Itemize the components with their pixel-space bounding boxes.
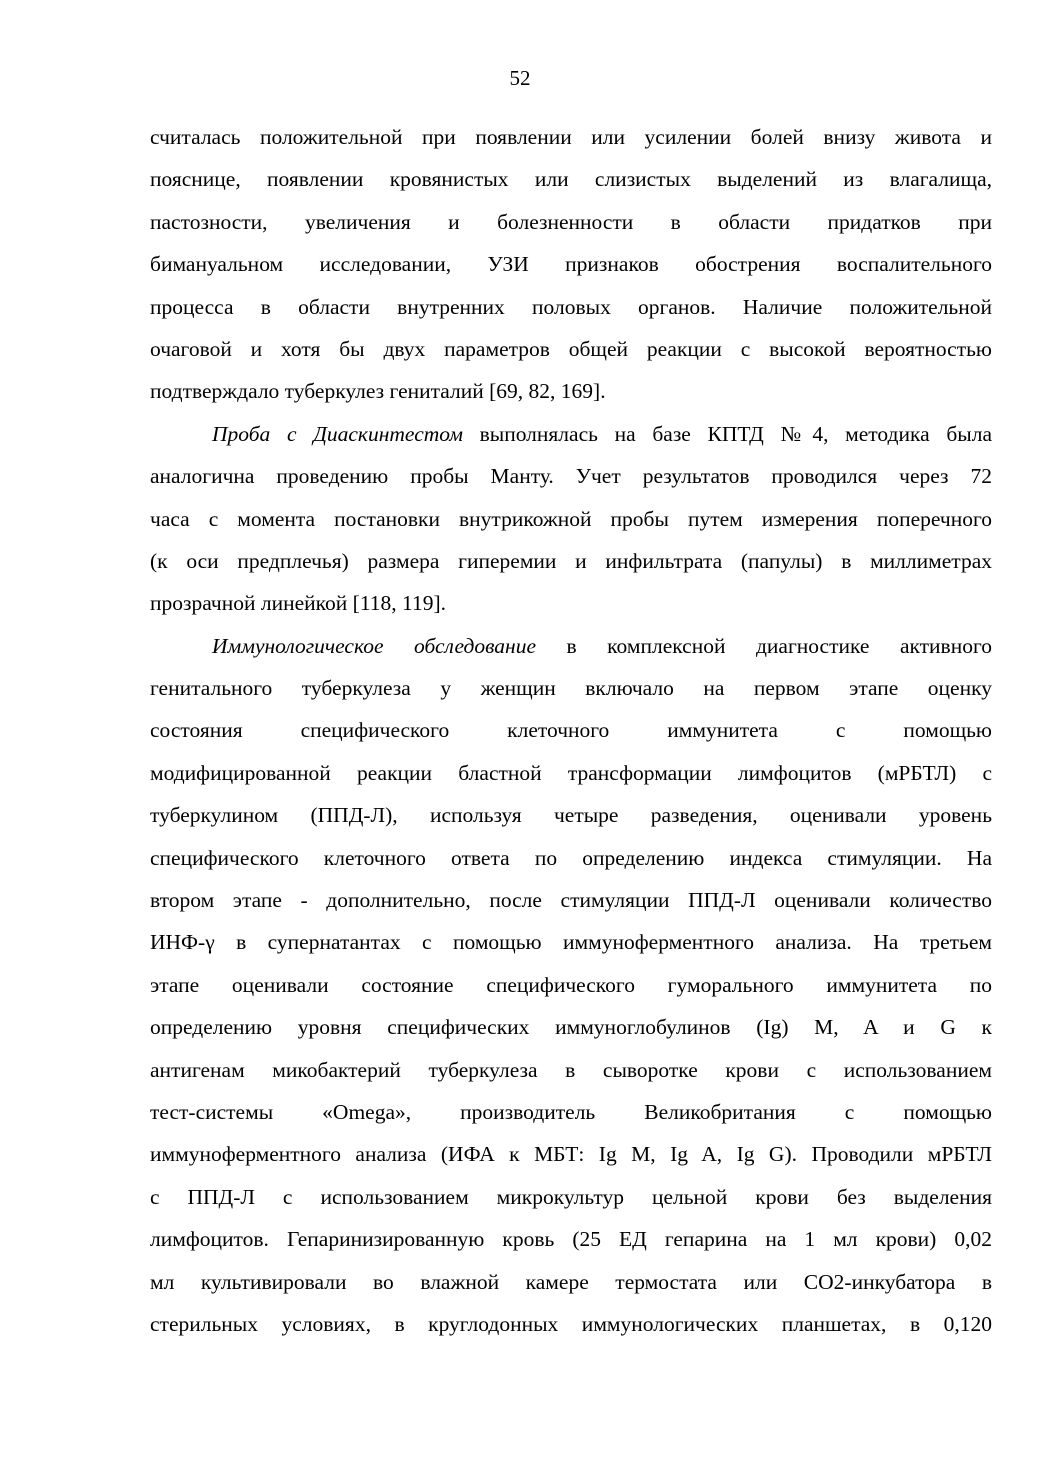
- text-line: [150, 1218, 992, 1260]
- text-line: [150, 158, 992, 200]
- text-line: [150, 582, 992, 624]
- text-line: [150, 1133, 992, 1175]
- text-line: [150, 964, 992, 1006]
- text-run: пастозности, увеличения и болезненности в области придатков при: [150, 209, 992, 234]
- text-run: процесса в области внутренних половых органов. Наличие положительной: [150, 294, 992, 319]
- text-line: [150, 1006, 992, 1048]
- text-run: специфического клеточного ответа по определению индекса стимуляции. На: [150, 845, 992, 870]
- text-line: [150, 794, 992, 836]
- text-line: [150, 709, 992, 751]
- italic-term: Проба с Диаскинтестом: [212, 421, 463, 446]
- text-run: иммуноферментного анализа (ИФА к МБТ: Ig M, Ig A, Ig G). Проводили мРБТЛ: [150, 1142, 992, 1167]
- text-line: [150, 921, 992, 963]
- text-run: мл культивировали во влажной камере термостата или СО2-инкубатора в: [150, 1269, 992, 1294]
- text-line: [150, 370, 992, 412]
- text-run: считалась положительной при появлении или усилении болей внизу живота и: [150, 125, 992, 149]
- text-line: [150, 667, 992, 709]
- text-run: втором этапе - дополнительно, после стимуляции ППД-Л оценивали количество: [150, 888, 992, 913]
- italic-term: Иммунологическое обследование: [212, 633, 536, 658]
- text-run: ИНФ-γ в супернатантах с помощью иммуноферментного анализа. На третьем: [150, 930, 992, 955]
- text-run: очаговой и хотя бы двух параметров общей реакции с высокой вероятностью: [150, 336, 992, 361]
- text-line: [150, 1091, 992, 1133]
- text-run: (к оси предплечья) размера гиперемии и инфильтрата (папулы) в миллиметрах: [150, 548, 992, 573]
- text-run: состояния специфического клеточного иммунитета с помощью: [150, 718, 992, 743]
- text-line: [150, 455, 992, 497]
- text-run: аналогична проведению пробы Манту. Учет результатов проводился через 72: [150, 464, 992, 489]
- text-line: [150, 625, 992, 667]
- body-text: [150, 116, 992, 1345]
- text-run: бимануальном исследовании, УЗИ признаков обострения воспалительного: [150, 252, 992, 277]
- text-line: [150, 413, 992, 455]
- text-run: прозрачной линейкой [118, 119].: [150, 591, 447, 616]
- text-line: [150, 243, 992, 285]
- page-number: 52: [509, 66, 531, 90]
- text-line: [150, 540, 992, 582]
- text-line: [150, 201, 992, 243]
- text-line: [150, 879, 992, 921]
- text-run: выполнялась на базе КПТД №4, методика была: [462, 421, 992, 446]
- text-line: [150, 498, 992, 540]
- text-line: [150, 752, 992, 794]
- text-run: туберкулином (ППД-Л), используя четыре разведения, оценивали уровень: [150, 803, 992, 828]
- text-line: [150, 1176, 992, 1218]
- text-run: антигенам микобактерий туберкулеза в сыворотке крови с использованием: [150, 1057, 992, 1082]
- text-run: с ППД-Л с использованием микрокультур цельной крови без выделения: [150, 1184, 992, 1209]
- text-run: пояснице, появлении кровянистых или слизистых выделений из влагалища,: [150, 167, 992, 192]
- text-run: в комплексной диагностике активного: [536, 633, 992, 658]
- text-run: тест-системы «Omega», производитель Великобритания с помощью: [150, 1099, 992, 1124]
- text-line: [150, 286, 992, 328]
- text-line: [150, 1049, 992, 1091]
- text-line: [150, 837, 992, 879]
- text-line: [150, 1303, 992, 1345]
- text-line: [150, 116, 992, 158]
- text-line: [150, 328, 992, 370]
- text-run: подтверждало туберкулез гениталий [69, 82, 169].: [150, 379, 606, 404]
- text-run: лимфоцитов. Гепаринизированную кровь (25 ЕД гепарина на 1 мл крови) 0,02: [150, 1227, 992, 1252]
- text-line: [150, 1261, 992, 1303]
- text-run: этапе оценивали состояние специфического гуморального иммунитета по: [150, 972, 992, 997]
- text-run: генитального туберкулеза у женщин включало на первом этапе оценку: [150, 676, 992, 701]
- text-run: определению уровня специфических иммуноглобулинов (Ig) M, A и G к: [150, 1015, 992, 1040]
- text-run: часа с момента постановки внутрикожной пробы путем измерения поперечного: [150, 506, 992, 531]
- text-run: стерильных условиях, в круглодонных иммунологических планшетах, в 0,120: [150, 1311, 992, 1336]
- text-run: модифицированной реакции бластной трансформации лимфоцитов (мРБТЛ) с: [150, 760, 992, 785]
